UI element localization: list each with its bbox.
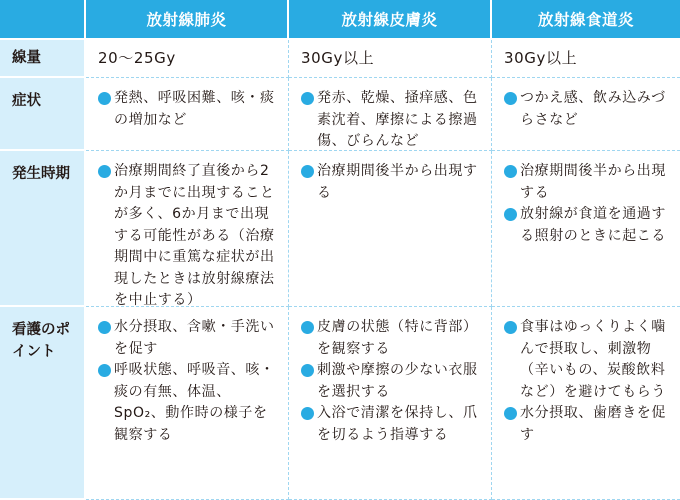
list-item [504, 317, 670, 403]
list-item-text: 食事はゆっくりよく噛んで摂取し、刺激物（辛いもの、炭酸飲料など）を避けてもらう [520, 319, 666, 400]
header-pneumonitis: 放射線肺炎 [86, 0, 289, 40]
bullet-dot-icon [98, 364, 111, 377]
symptoms-pneumonitis [86, 78, 289, 151]
list-item-text: 皮膚の状態（特に背部）を観察する [317, 319, 478, 357]
list-item [504, 403, 670, 446]
list-item [301, 360, 481, 403]
list-item-text: 放射線が食道を通過する照射のときに起こる [520, 206, 666, 244]
dose-esophagitis: 30Gy以上 [492, 40, 680, 78]
list-item-text: つかえ感、飲み込みづらさなど [520, 90, 666, 128]
list-item [98, 161, 278, 307]
list-item [504, 161, 670, 204]
list-item [301, 317, 481, 360]
bullet-dot-icon [301, 364, 314, 377]
header-esophagitis: 放射線食道炎 [492, 0, 680, 40]
symptoms-dermatitis [289, 78, 492, 151]
bullet-dot-icon [504, 208, 517, 221]
header-dermatitis: 放射線皮膚炎 [289, 0, 492, 40]
list-item [301, 88, 481, 151]
list-item-text: 治療期間後半から出現する [317, 163, 478, 201]
list-item [98, 317, 278, 360]
onset-esophagitis [492, 151, 680, 307]
list-item [504, 204, 670, 247]
list-item-text: 刺激や摩擦の少ない衣服を選択する [317, 362, 478, 400]
symptoms-esophagitis [492, 78, 680, 151]
list-item [98, 88, 278, 131]
list-item-text: 入浴で清潔を保持し、爪を切るよう指導する [317, 405, 478, 443]
list-item [301, 403, 481, 446]
list-item-text: 治療期間終了直後から2か月までに出現することが多く、6か月まで出現する可能性がある（治療期間中に重篤な症状が出現したときは放射線療法を中止する） [114, 163, 275, 307]
nursing-dermatitis [289, 307, 492, 500]
bullet-dot-icon [98, 321, 111, 334]
list-item-text: 発熱、呼吸困難、咳・痰の増加など [114, 90, 275, 128]
list-item-text: 発赤、乾燥、掻痒感、色素沈着、摩擦による擦過傷、びらんなど [317, 90, 478, 149]
bullet-dot-icon [504, 407, 517, 420]
onset-pneumonitis [86, 151, 289, 307]
header-corner [0, 0, 86, 40]
onset-dermatitis [289, 151, 492, 307]
nursing-pneumonitis [86, 307, 289, 500]
nursing-esophagitis [492, 307, 680, 500]
list-item [504, 88, 670, 131]
bullet-dot-icon [301, 407, 314, 420]
row-label-dose: 線量 [0, 40, 86, 78]
row-label-nursing: 看護のポイント [0, 307, 86, 500]
list-item-text: 水分摂取、含嗽・手洗いを促す [114, 319, 275, 357]
dose-pneumonitis: 20～25Gy [86, 40, 289, 78]
row-label-symptoms: 症状 [0, 78, 86, 151]
bullet-dot-icon [301, 165, 314, 178]
dose-dermatitis: 30Gy以上 [289, 40, 492, 78]
bullet-dot-icon [98, 165, 111, 178]
list-item-text: 水分摂取、歯磨きを促す [520, 405, 666, 443]
bullet-dot-icon [504, 321, 517, 334]
list-item [301, 161, 481, 204]
bullet-dot-icon [301, 321, 314, 334]
bullet-dot-icon [301, 92, 314, 105]
row-label-onset: 発生時期 [0, 151, 86, 307]
list-item-text: 治療期間後半から出現する [520, 163, 666, 201]
bullet-dot-icon [504, 92, 517, 105]
list-item [98, 360, 278, 446]
bullet-dot-icon [504, 165, 517, 178]
list-item-text: 呼吸状態、呼吸音、咳・痰の有無、体温、SpO₂、動作時の様子を観察する [114, 362, 275, 443]
bullet-dot-icon [98, 92, 111, 105]
